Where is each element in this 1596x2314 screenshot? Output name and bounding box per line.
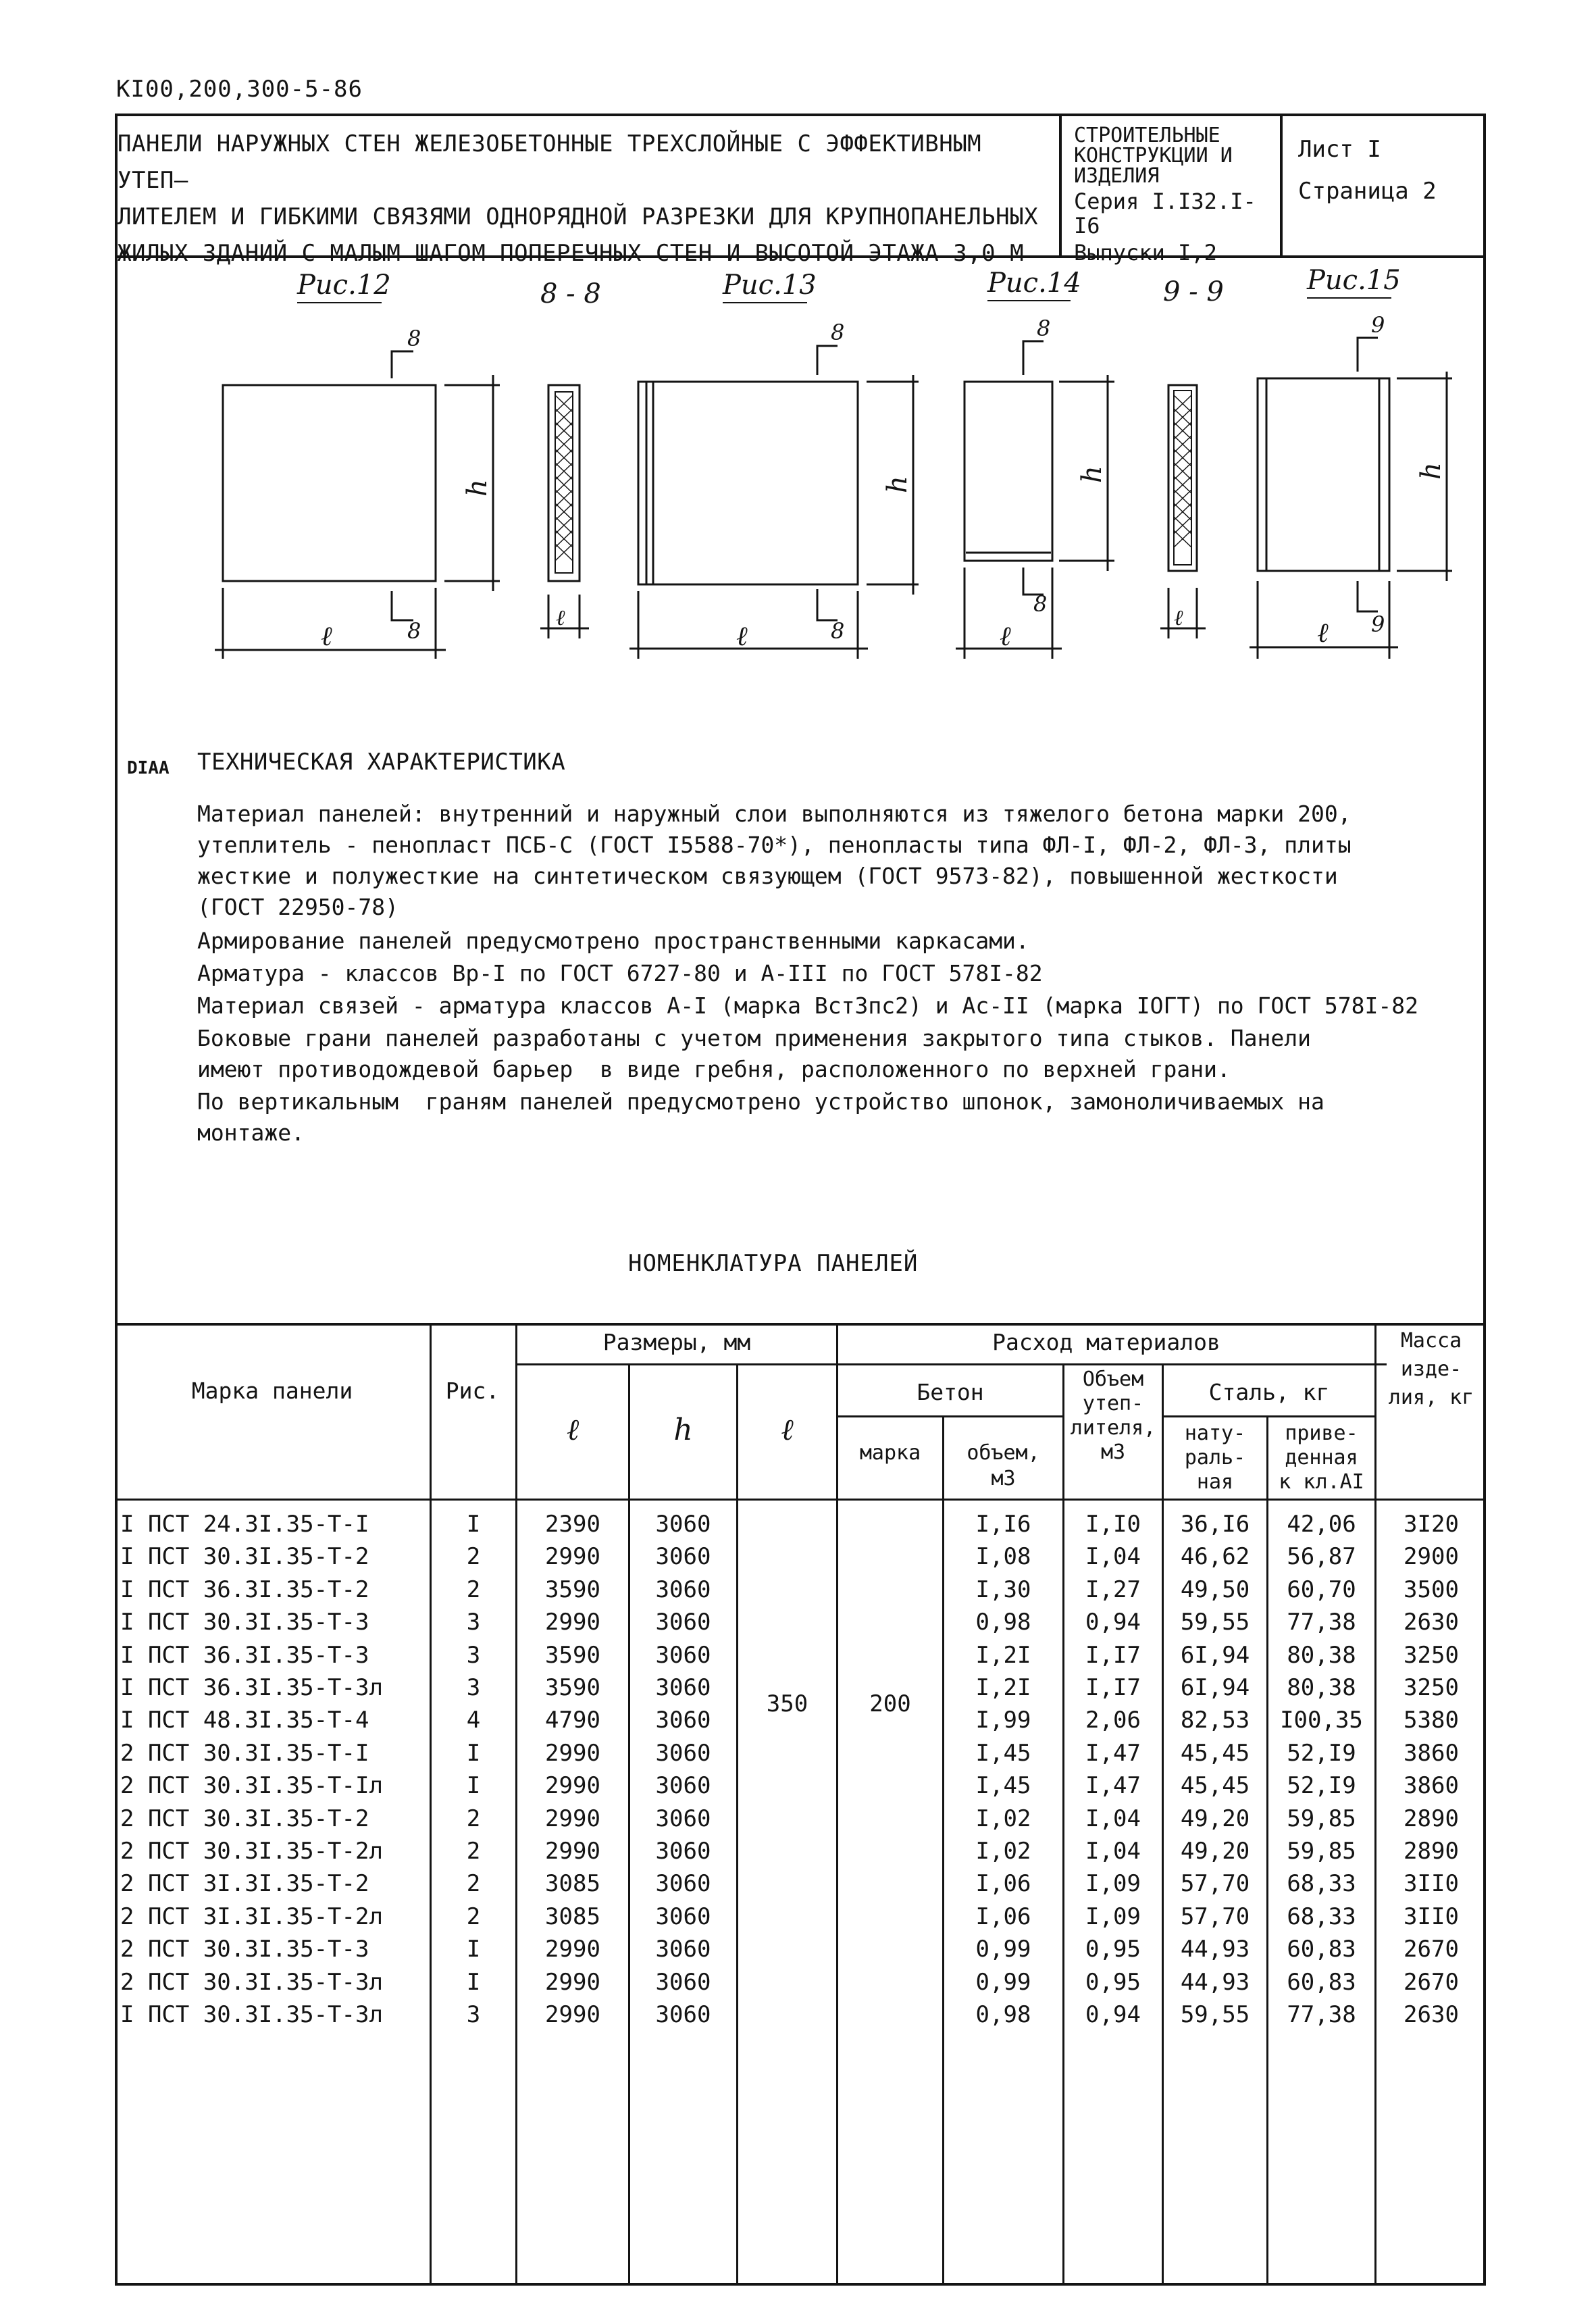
cell-nat: 36,I6 [1180, 1511, 1250, 1538]
cell-ins: 2,06 [1085, 1707, 1141, 1734]
cell-ins: I,04 [1085, 1543, 1141, 1571]
cell-vol: I,45 [975, 1772, 1031, 1800]
cell-vol: 0,98 [975, 1609, 1031, 1636]
cell-fig: I [466, 1936, 481, 1963]
cell-vol: 0,98 [975, 2001, 1031, 2028]
cell-mass: 2890 [1404, 1838, 1459, 1865]
page-number: Страница 2 [1298, 178, 1437, 205]
height-label: h [1416, 462, 1447, 480]
cut-mark: 8 [1037, 316, 1051, 341]
section-9-9-drawing [1160, 385, 1206, 638]
section-8-8-drawing [540, 385, 589, 638]
header-mass: Масса изде- лия, кг [1388, 1329, 1474, 1409]
cell-l: 2990 [545, 1772, 600, 1800]
cell-mass: 5380 [1404, 1707, 1459, 1734]
cell-vol: I,06 [975, 1870, 1031, 1898]
cell-mass: 2630 [1404, 1609, 1459, 1636]
cell-vol: I,30 [975, 1576, 1031, 1603]
cell-l: 2390 [545, 1511, 600, 1538]
cell-h: 3060 [655, 1772, 711, 1800]
section-code: DIAA [127, 758, 170, 778]
cell-ins: 0,95 [1085, 1936, 1141, 1963]
cell-vol: I,I6 [975, 1511, 1031, 1538]
cut-mark: 8 [831, 618, 845, 644]
header-steel-reduced: приве- денная к кл.АI [1279, 1422, 1364, 1494]
cell-h: 3060 [655, 1739, 711, 1767]
header-divider [836, 1415, 1062, 1417]
title-line: ПАНЕЛИ НАРУЖНЫХ СТЕН ЖЕЛЕЗОБЕТОННЫЕ ТРЕХСЛОЙНЫЕ С ЭФФЕКТИВНЫМ УТЕП– [118, 130, 982, 194]
header-steel: Сталь, кг [1208, 1379, 1330, 1405]
cell-red: I00,35 [1280, 1707, 1363, 1734]
cell-red: 59,85 [1287, 1838, 1356, 1865]
cell-vol: I,06 [975, 1903, 1031, 1930]
cell-nat: 49,20 [1180, 1838, 1250, 1865]
cell-ins: I,47 [1085, 1772, 1141, 1800]
cell-nat: 44,93 [1180, 1968, 1250, 1996]
cell-red: 42,06 [1287, 1511, 1356, 1538]
cell-vol: I,2I [975, 1674, 1031, 1701]
cell-ins: I,04 [1085, 1838, 1141, 1865]
cell-l: 3590 [545, 1576, 600, 1603]
document-code: KI00,200,300-5-86 [116, 76, 363, 103]
cell-ins: I,04 [1085, 1805, 1141, 1832]
cell-l: 2990 [545, 2001, 600, 2028]
cell-ins: 0,95 [1085, 1968, 1141, 1996]
cell-nat: 49,50 [1180, 1576, 1250, 1603]
cell-mark: 2 ПСТ 30.3I.35-Т-3 [120, 1936, 369, 1963]
cell-mass: 3500 [1404, 1576, 1459, 1603]
cell-fig: 2 [466, 1870, 481, 1898]
cell-fig: 2 [466, 1805, 481, 1832]
cell-red: 77,38 [1287, 1609, 1356, 1636]
header-divider [515, 1363, 1387, 1365]
cell-red: 60,70 [1287, 1576, 1356, 1603]
cell-h: 3060 [655, 1511, 711, 1538]
cell-l: 4790 [545, 1707, 600, 1734]
length-label: ℓ [736, 621, 748, 652]
cell-mark: I ПСТ 48.3I.35-Т-4 [120, 1707, 369, 1734]
cell-ins: I,09 [1085, 1903, 1141, 1930]
section-9-9-label: 9 - 9 [1163, 276, 1224, 307]
figure-12-drawing [215, 351, 500, 659]
cell-nat: 44,93 [1180, 1936, 1250, 1963]
cell-ins: I,27 [1085, 1576, 1141, 1603]
cell-l: 2990 [545, 1805, 600, 1832]
header-thickness: ℓ [781, 1413, 794, 1447]
cell-mark: I ПСТ 30.3I.35-Т-3л [120, 2001, 383, 2028]
cell-l: 3590 [545, 1674, 600, 1701]
issues-label: Выпуски I,2 [1074, 240, 1217, 266]
cell-h: 3060 [655, 2001, 711, 2028]
cell-vol: 0,99 [975, 1936, 1031, 1963]
cell-nat: 49,20 [1180, 1805, 1250, 1832]
cell-mass: 2670 [1404, 1968, 1459, 1996]
cell-mass: 2670 [1404, 1936, 1459, 1963]
header-length: ℓ [566, 1413, 580, 1447]
cell-h: 3060 [655, 1968, 711, 1996]
header-sizes: Размеры, мм [602, 1329, 751, 1355]
cell-mass: 3250 [1404, 1641, 1459, 1669]
cell-mass: 3I20 [1404, 1511, 1459, 1538]
cell-red: 80,38 [1287, 1641, 1356, 1669]
cell-mass: 3860 [1404, 1772, 1459, 1800]
cell-fig: 3 [466, 1609, 481, 1636]
cut-mark: 9 [1371, 611, 1385, 637]
cell-ins: I,I0 [1085, 1511, 1141, 1538]
cell-mark: I ПСТ 30.3I.35-Т-2 [120, 1543, 369, 1571]
cell-l: 3590 [545, 1641, 600, 1669]
cell-mark: 2 ПСТ 30.3I.35-Т-Iл [120, 1772, 383, 1800]
cell-fig: 3 [466, 1674, 481, 1701]
cell-ins: I,I7 [1085, 1641, 1141, 1669]
header-height: h [673, 1413, 693, 1447]
title-line: ЛИТЕЛЕМ И ГИБКИМИ СВЯЗЯМИ ОДНОРЯДНОЙ РАЗРЕЗКИ ДЛЯ КРУПНОПАНЕЛЬНЫХ [118, 203, 1039, 230]
section-width-label: ℓ [556, 605, 565, 630]
cell-ins: I,I7 [1085, 1674, 1141, 1701]
cell-h: 3060 [655, 1609, 711, 1636]
section-8-8-label: 8 - 8 [540, 278, 601, 309]
cell-nat: 57,70 [1180, 1903, 1250, 1930]
cell-nat: 45,45 [1180, 1772, 1250, 1800]
nomenclature-title: НОМЕНКЛАТУРА ПАНЕЛЕЙ [628, 1250, 919, 1277]
cell-h: 3060 [655, 1674, 711, 1701]
height-label: h [1077, 466, 1108, 483]
panel-drawings [0, 0, 1596, 689]
shared-thickness: 350 [766, 1690, 808, 1717]
cell-nat: 6I,94 [1180, 1674, 1250, 1701]
sheet-number: Лист I [1298, 136, 1381, 163]
tech-paragraph: Материал связей - арматура классов А-I (марка ВстЗпс2) и Ас-II (марка IОГТ) по ГОСТ 578I-82 [197, 992, 1418, 1019]
cell-red: 80,38 [1287, 1674, 1356, 1701]
cell-ins: I,47 [1085, 1739, 1141, 1767]
cell-fig: 3 [466, 1641, 481, 1669]
height-label: h [882, 476, 913, 493]
series-label: Серия I.I32.I-I6 [1074, 188, 1256, 238]
tech-paragraph: Материал панелей: внутренний и наружный слои выполняются из тяжелого бетона марки 200, утеплитель - пенопласт ПСБ-С (ГОСТ I5588-70*), пенопласты типа ФЛ-I, ФЛ-2, ФЛ-3, плиты жесткие и полужесткие на синтетическом связующем (ГОСТ 9573-82), повышенной жесткости (ГОСТ 22950-78) [197, 801, 1352, 920]
cell-mark: I ПСТ 36.3I.35-Т-2 [120, 1576, 369, 1603]
cell-l: 2990 [545, 1936, 600, 1963]
cell-fig: I [466, 1968, 481, 1996]
cell-vol: I,02 [975, 1838, 1031, 1865]
shared-concrete-grade: 200 [869, 1690, 911, 1717]
cell-l: 2990 [545, 1543, 600, 1571]
cell-fig: 2 [466, 1903, 481, 1930]
cell-red: 56,87 [1287, 1543, 1356, 1571]
cut-mark: 8 [831, 320, 845, 345]
cut-mark: 8 [407, 618, 421, 644]
length-label: ℓ [1317, 618, 1329, 649]
cell-h: 3060 [655, 1903, 711, 1930]
cell-h: 3060 [655, 1805, 711, 1832]
section-title: ТЕХНИЧЕСКАЯ ХАРАКТЕРИСТИКА [197, 749, 566, 776]
cell-mass: 3250 [1404, 1674, 1459, 1701]
figure-14-label: Рис.14 [987, 268, 1081, 299]
cell-h: 3060 [655, 1838, 711, 1865]
cell-nat: 59,55 [1180, 1609, 1250, 1636]
cell-h: 3060 [655, 1576, 711, 1603]
header-concrete-grade: марка [859, 1441, 921, 1465]
category-line: ИЗДЕЛИЯ [1074, 164, 1160, 188]
cell-l: 3085 [545, 1870, 600, 1898]
cell-mass: 2890 [1404, 1805, 1459, 1832]
cell-red: 77,38 [1287, 2001, 1356, 2028]
figure-13-drawing [629, 346, 919, 659]
cell-fig: 2 [466, 1838, 481, 1865]
cell-l: 2990 [545, 1838, 600, 1865]
cell-vol: 0,99 [975, 1968, 1031, 1996]
figure-15-drawing [1250, 338, 1452, 659]
cell-red: 59,85 [1287, 1805, 1356, 1832]
cell-red: 60,83 [1287, 1936, 1356, 1963]
cell-ins: 0,94 [1085, 2001, 1141, 2028]
cell-mark: I ПСТ 36.3I.35-Т-3 [120, 1641, 369, 1669]
cell-l: 2990 [545, 1609, 600, 1636]
tech-paragraph: Арматура - классов Вр-I по ГОСТ 6727-80 и А-III по ГОСТ 578I-82 [197, 960, 1043, 986]
cell-fig: I [466, 1511, 481, 1538]
cell-mass: 2630 [1404, 2001, 1459, 2028]
cell-h: 3060 [655, 1870, 711, 1898]
cell-mark: I ПСТ 30.3I.35-Т-3 [120, 1609, 369, 1636]
length-label: ℓ [1000, 621, 1011, 652]
header-figure: Рис. [445, 1378, 500, 1404]
cell-vol: I,99 [975, 1707, 1031, 1734]
cell-vol: I,08 [975, 1543, 1031, 1571]
tech-paragraph: Армирование панелей предусмотрено пространственными каркасами. [197, 928, 1029, 954]
cell-h: 3060 [655, 1641, 711, 1669]
table-top-border [115, 1323, 1486, 1326]
cell-fig: 2 [466, 1543, 481, 1571]
section-width-label: ℓ [1174, 605, 1183, 630]
cell-mass: 3860 [1404, 1739, 1459, 1767]
cell-mass: 2900 [1404, 1543, 1459, 1571]
cell-nat: 45,45 [1180, 1739, 1250, 1767]
cell-mass: 3II0 [1404, 1870, 1459, 1898]
cell-ins: I,09 [1085, 1870, 1141, 1898]
header-concrete-volume: объем, м3 [967, 1441, 1040, 1490]
cell-mark: I ПСТ 36.3I.35-Т-3л [120, 1674, 383, 1701]
figure-13-label: Рис.13 [723, 270, 817, 301]
cell-mark: 2 ПСТ 3I.3I.35-Т-2л [120, 1903, 383, 1930]
cell-nat: 57,70 [1180, 1870, 1250, 1898]
cell-mark: I ПСТ 24.3I.35-Т-I [120, 1511, 369, 1538]
cut-mark: 8 [1033, 591, 1048, 617]
cell-mark: 2 ПСТ 30.3I.35-Т-2 [120, 1805, 369, 1832]
tech-paragraph: Боковые грани панелей разработаны с учетом применения закрытого типа стыков. Панели имеют противодождевой барьер в виде гребня, расположенного по верхней грани. [197, 1025, 1312, 1082]
cell-mark: 2 ПСТ 3I.3I.35-Т-2 [120, 1870, 369, 1898]
tech-paragraph: По вертикальным граням панелей предусмотрено устройство шпонок, замоноличиваемых на монтаже. [197, 1088, 1324, 1146]
cell-vol: I,45 [975, 1739, 1031, 1767]
figure-12-label: Рис.12 [297, 270, 391, 301]
height-label: h [462, 479, 493, 497]
category-line: КОНСТРУКЦИИ И [1074, 144, 1233, 168]
cell-red: 52,I9 [1287, 1739, 1356, 1767]
cell-mark: 2 ПСТ 30.3I.35-Т-3л [120, 1968, 383, 1996]
cell-red: 60,83 [1287, 1968, 1356, 1996]
cell-h: 3060 [655, 1707, 711, 1734]
cell-nat: 59,55 [1180, 2001, 1250, 2028]
title-line: ЖИЛЫХ ЗДАНИЙ С МАЛЫМ ШАГОМ ПОПЕРЕЧНЫХ СТЕН И ВЫСОТОЙ ЭТАЖА 3,0 М [118, 240, 1025, 267]
category-line: СТРОИТЕЛЬНЫЕ [1074, 124, 1220, 147]
cut-mark: 9 [1371, 312, 1385, 338]
cell-fig: I [466, 1772, 481, 1800]
header-concrete: Бетон [917, 1379, 984, 1405]
cell-l: 2990 [545, 1968, 600, 1996]
cell-fig: 3 [466, 2001, 481, 2028]
header-insulation: Объем утеп- лителя, м3 [1070, 1367, 1156, 1464]
panel-outline [223, 385, 436, 581]
column-divider [736, 1363, 738, 2286]
cut-mark: 8 [407, 326, 421, 351]
figure-15-label: Рис.15 [1307, 265, 1401, 296]
cell-red: 52,I9 [1287, 1772, 1356, 1800]
cell-red: 68,33 [1287, 1870, 1356, 1898]
cell-nat: 6I,94 [1180, 1641, 1250, 1669]
cell-vol: I,2I [975, 1641, 1031, 1669]
cell-l: 2990 [545, 1739, 600, 1767]
cell-fig: 4 [466, 1707, 481, 1734]
cell-h: 3060 [655, 1936, 711, 1963]
length-label: ℓ [321, 621, 332, 652]
cell-vol: I,02 [975, 1805, 1031, 1832]
cell-red: 68,33 [1287, 1903, 1356, 1930]
cell-fig: I [466, 1739, 481, 1767]
cell-mass: 3II0 [1404, 1903, 1459, 1930]
cell-mark: 2 ПСТ 30.3I.35-Т-I [120, 1739, 369, 1767]
cell-nat: 46,62 [1180, 1543, 1250, 1571]
header-bottom-border [115, 1499, 1486, 1501]
cell-ins: 0,94 [1085, 1609, 1141, 1636]
column-divider [836, 1323, 838, 2286]
header-materials: Расход материалов [992, 1329, 1220, 1355]
cell-mark: 2 ПСТ 30.3I.35-Т-2л [120, 1838, 383, 1865]
header-steel-natural: нату- раль- ная [1184, 1422, 1246, 1494]
cell-l: 3085 [545, 1903, 600, 1930]
cell-fig: 2 [466, 1576, 481, 1603]
header-mark: Марка панели [191, 1378, 353, 1404]
cell-h: 3060 [655, 1543, 711, 1571]
cell-nat: 82,53 [1180, 1707, 1250, 1734]
